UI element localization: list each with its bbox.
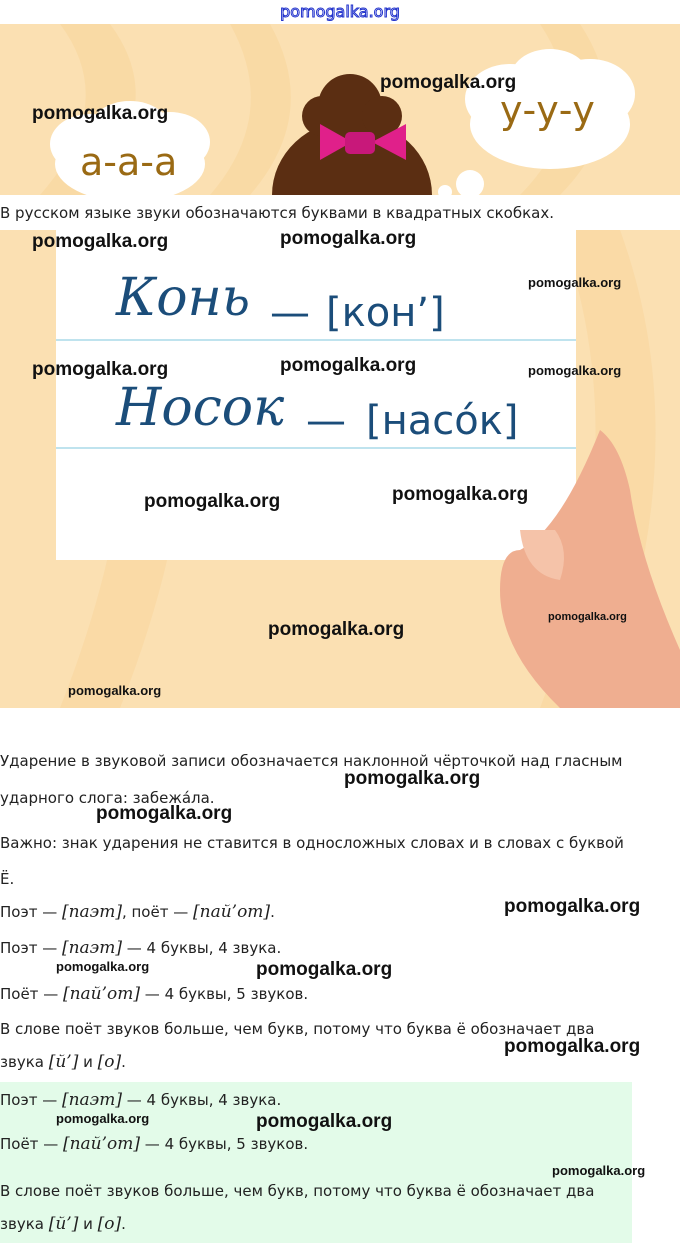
watermark: pomogalka.org xyxy=(280,355,417,376)
watermark: pomogalka.org xyxy=(548,611,627,623)
caption: В русском языке звуки обозначаются буквами в квадратных скобках. xyxy=(0,204,554,222)
watermark: pomogalka.org xyxy=(56,1111,150,1126)
explanation-line-2: звука [й’] и [о]. xyxy=(0,1052,126,1072)
watermark: pomogalka.org xyxy=(32,103,169,124)
watermark: pomogalka.org xyxy=(268,619,405,640)
highlight-line-4: звука [й’] и [о]. xyxy=(0,1214,126,1234)
paragraph-stress-2: ударного слога: забежáла. xyxy=(0,789,215,807)
example-line-1: Поэт — [паэт], поёт — [пай’от]. xyxy=(0,902,275,922)
watermark: pomogalka.org xyxy=(280,228,417,249)
watermark: pomogalka.org xyxy=(144,491,281,512)
watermark: pomogalka.org xyxy=(56,959,150,974)
watermark: pomogalka.org xyxy=(552,1163,646,1178)
watermark: pomogalka.org xyxy=(32,359,169,380)
watermark: pomogalka.org xyxy=(256,1111,393,1132)
paragraph-important-1: Важно: знак ударения не ставится в односложных словах и в словах с буквой xyxy=(0,834,624,852)
watermark: pomogalka.org xyxy=(504,1036,641,1057)
bubble-right-text: у-у-у xyxy=(500,88,595,132)
paragraph-important-2: Ё. xyxy=(0,870,15,888)
card-word-2: Носок xyxy=(116,378,285,438)
watermark: pomogalka.org xyxy=(528,363,622,378)
top-watermark: pomogalka.org xyxy=(280,2,400,21)
card-transcription-2: [насóк] xyxy=(366,398,519,444)
watermark: pomogalka.org xyxy=(344,768,481,789)
paragraph-stress-1: Ударение в звуковой записи обозначается наклонной чёрточкой над гласным xyxy=(0,752,623,770)
example-line-3: Поёт — [пай’от] — 4 буквы, 5 звуков. xyxy=(0,984,309,1004)
watermark: pomogalka.org xyxy=(392,484,529,505)
watermark: pomogalka.org xyxy=(68,683,162,698)
highlight-line-3: В слове поёт звуков больше, чем букв, потому что буква ё обозначает два xyxy=(0,1182,595,1200)
watermark: pomogalka.org xyxy=(32,231,169,252)
card-dash-2: — xyxy=(306,398,346,444)
card-transcription-1: [кон’] xyxy=(326,290,445,336)
watermark: pomogalka.org xyxy=(504,896,641,917)
card-dash-1: — xyxy=(270,290,310,336)
example-line-2: Поэт — [паэт] — 4 буквы, 4 звука. xyxy=(0,938,282,958)
highlight-line-1: Поэт — [паэт] — 4 буквы, 4 звука. xyxy=(0,1090,282,1110)
explanation-line-1: В слове поёт звуков больше, чем букв, потому что буква ё обозначает два xyxy=(0,1020,595,1038)
watermark: pomogalka.org xyxy=(96,803,233,824)
watermark: pomogalka.org xyxy=(380,72,517,93)
card-word-1: Конь xyxy=(116,268,251,328)
watermark: pomogalka.org xyxy=(528,275,622,290)
highlight-line-2: Поёт — [пай’от] — 4 буквы, 5 звуков. xyxy=(0,1134,309,1154)
bubble-left-text: а-а-а xyxy=(80,140,178,184)
watermark: pomogalka.org xyxy=(256,959,393,980)
